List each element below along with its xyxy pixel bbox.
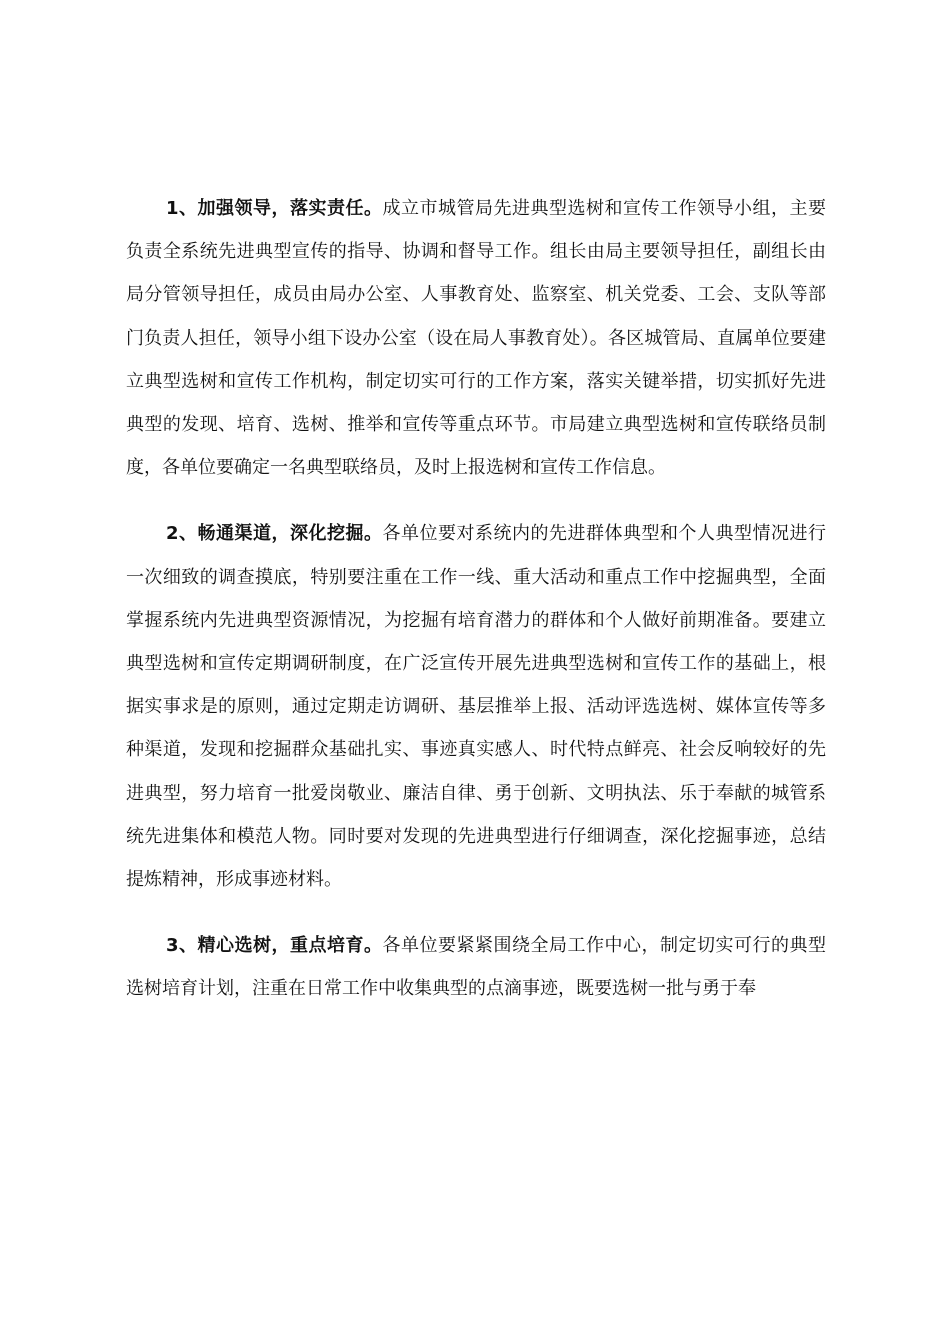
paragraph-2-text: 各单位要对系统内的先进群体典型和个人典型情况进行一次细致的调查摸底，特别要注重在工作一线、重大活动和重点工作中挖掘典型，全面掌握系统内先进典型资源情况，为挖掘有培育潜力的群体和个人做好前期准备。要建立典型选树和宣传定期调研制度，在广泛宣传开展先进典型选树和宣传工作的基础上，根据实事求是的原则，通过定期走访调研、基层推举上报、活动评选选树、媒体宣传等多种渠道，发现和挖掘群众基础扎实、事迹真实感人、时代特点鲜亮、社会反响较好的先进典型，努力培育一批爱岗敬业、廉洁自律、勇于创新、文明执法、乐于奉献的城管系统先进集体和模范人物。同时要对发现的先进典型进行仔细调查，深化挖掘事迹，总结提炼精神，形成事迹材料。: [126, 523, 826, 891]
paragraph-2: [126, 512, 826, 901]
paragraph-1: [126, 187, 826, 489]
document-body: [126, 187, 826, 1034]
paragraph-1-heading: 1、加强领导，落实责任。: [166, 198, 383, 219]
paragraph-2-heading: 2、畅通渠道，深化挖掘。: [166, 523, 383, 545]
paragraph-3: [126, 924, 826, 1010]
paragraph-3-text: 各单位要紧紧围绕全局工作中心，制定切实可行的典型选树培育计划，注重在日常工作中收集典型的点滴事迹，既要选树一批与勇于奉: [126, 935, 826, 1000]
paragraph-1-text: 成立市城管局先进典型选树和宣传工作领导小组，主要负责全系统先进典型宣传的指导、协调和督导工作。组长由局主要领导担任，副组长由局分管领导担任，成员由局办公室、人事教育处、监察室、机关党委、工会、支队等部门负责人担任，领导小组下设办公室（设在局人事教育处）。各区城管局、直属单位要建立典型选树和宣传工作机构，制定切实可行的工作方案，落实关键举措，切实抓好先进典型的发现、培育、选树、推举和宣传等重点环节。市局建立典型选树和宣传联络员制度，各单位要确定一名典型联络员，及时上报选树和宣传工作信息。: [126, 198, 826, 479]
paragraph-3-heading: 3、精心选树，重点培育。: [166, 935, 383, 957]
